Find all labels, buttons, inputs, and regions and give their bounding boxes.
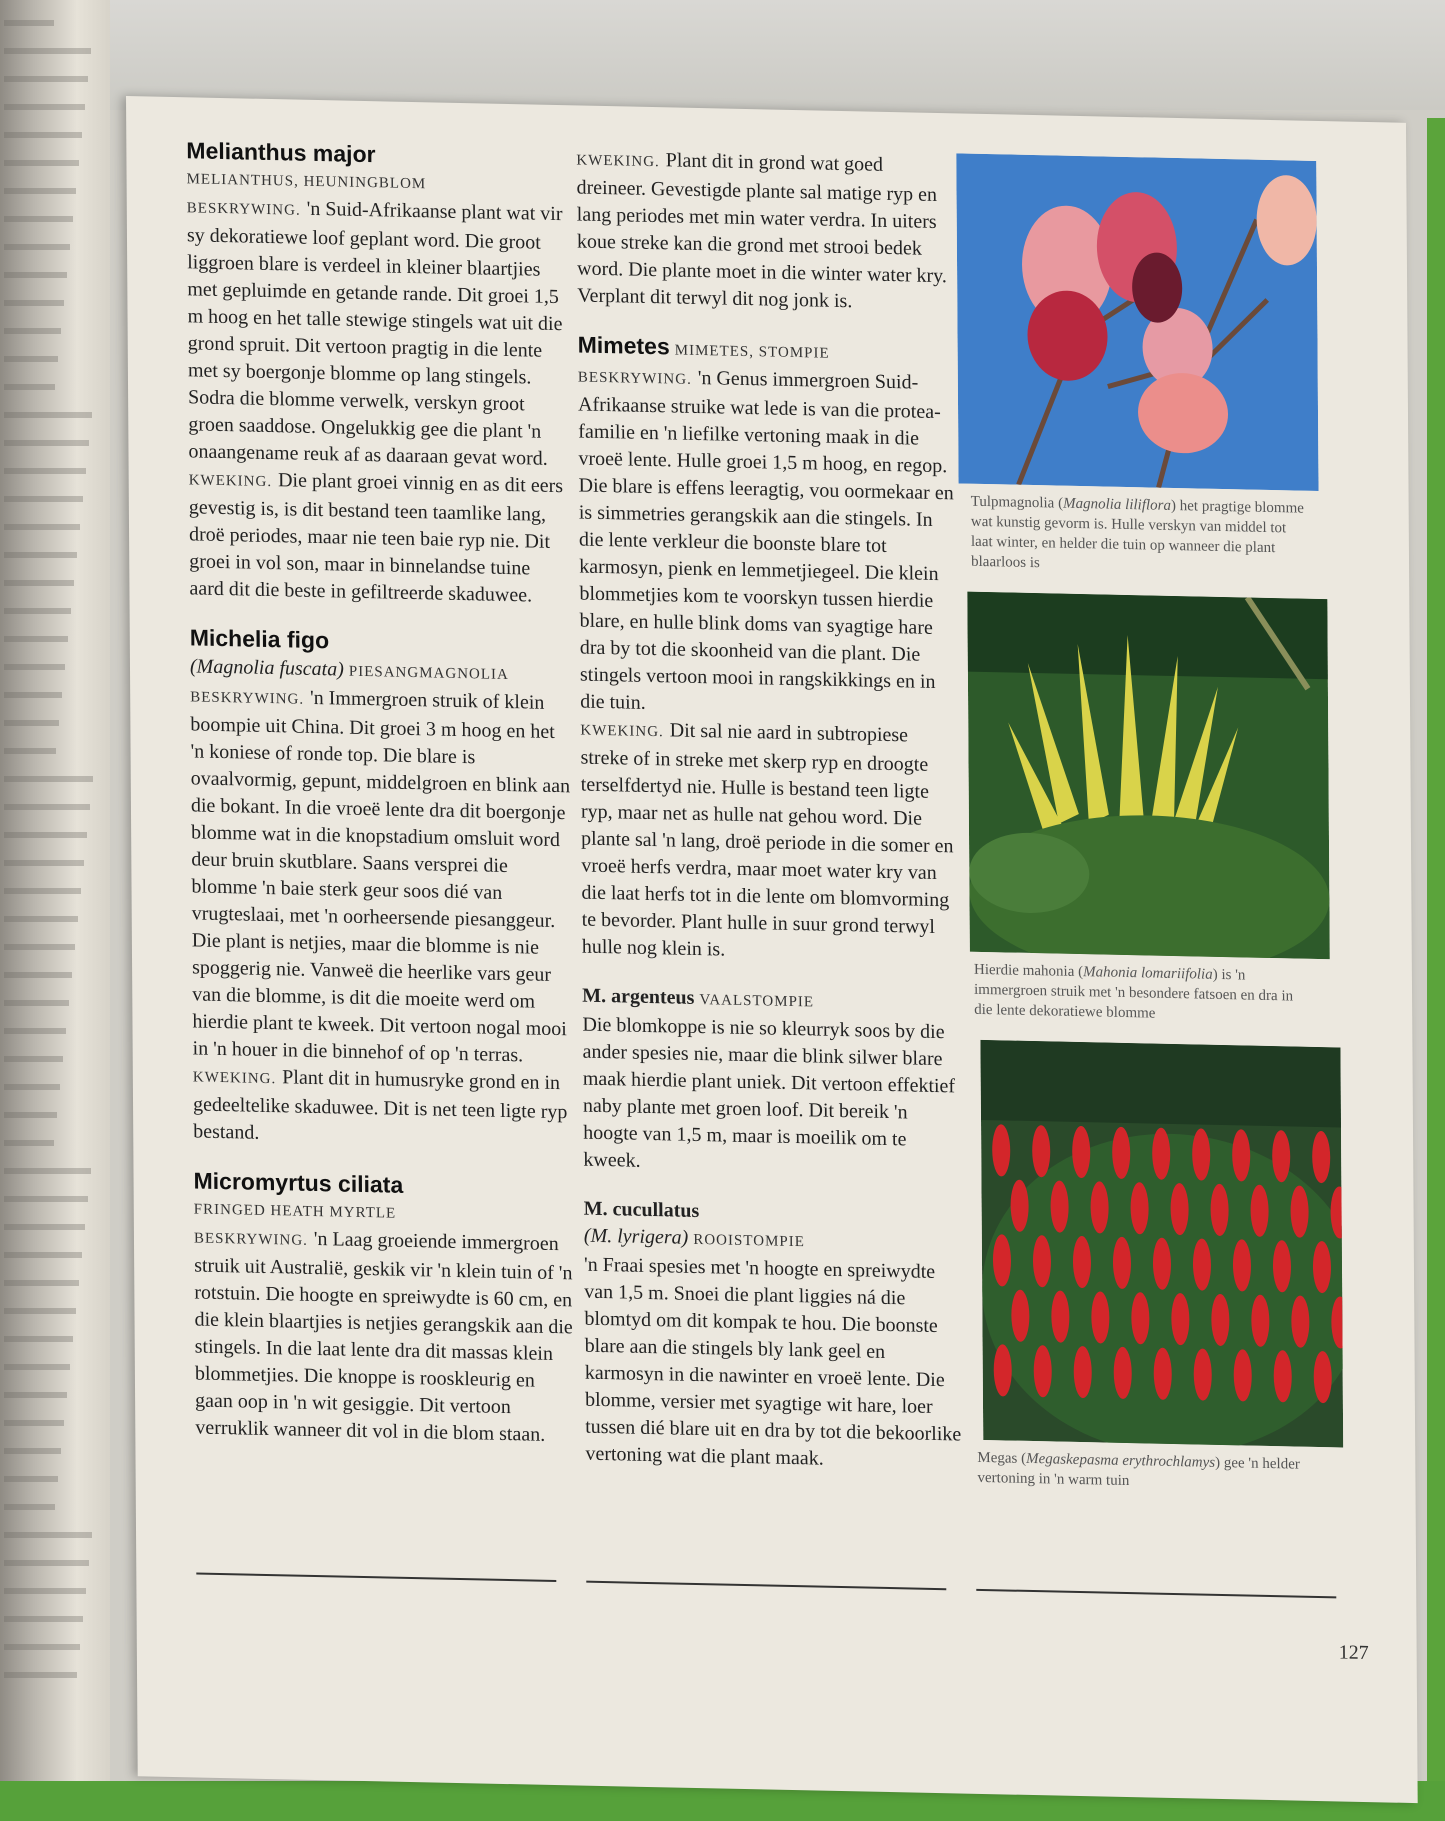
column-middle [576, 145, 965, 1497]
facing-page-text-line [4, 916, 78, 922]
column-left [186, 137, 575, 1471]
megaskepasma-photo [980, 1040, 1343, 1448]
facing-page-text-line [4, 104, 85, 110]
facing-page-text-line [4, 384, 55, 390]
facing-page-text-line [4, 860, 84, 866]
facing-page-text-line [4, 720, 59, 726]
facing-page-text-line [4, 1588, 86, 1594]
entry-cultivation: KWEKING. Dit sal nie aard in subtropiese streke of in streke met skerp ryp en droogte terselfdertyd nie. Hulle is bestand teen ligte ryp, maar net as hulle nat gehou word. Die plante sal 'n lang, droë periode in die somer en vroeë herfs verdra, maar moet water kry van die laat herfs tot in die lente om blomvorming te bevorder. Plant hulle in suur grond terwyl hulle nog klein is. [580, 719, 954, 961]
photo-caption: Tulpmagnolia (Magnolia liliflora) het pragtige blomme wat kunstig gevorm is. Hulle verskyn van middel tot laat winter, en helder die tuin op wanneer die plant blaarloos is [970, 493, 1304, 572]
facing-page-text-line [4, 496, 83, 502]
facing-page-text-line [4, 608, 71, 614]
entry-names: (M. lyrigera) ROOISTOMPIE [583, 1224, 805, 1251]
facing-page-text-line [4, 76, 88, 82]
facing-page-text-line [4, 188, 76, 194]
facing-page-text-line [4, 1196, 88, 1202]
facing-page-text-line [4, 552, 77, 558]
entry-cultivation: KWEKING. Plant dit in humusryke grond en in gedeeltelike skaduwee. Dit is net teen ligte ryp bestand. [192, 1066, 568, 1144]
facing-page-text-line [4, 216, 73, 222]
facing-page-edge [0, 0, 110, 1821]
facing-page-text-line [4, 1672, 77, 1678]
facing-page-text-line [4, 1224, 85, 1230]
facing-page-text-line [4, 972, 72, 978]
facing-page-text-line [4, 328, 61, 334]
entry-description: BESKRYWING. 'n Immergroen struik of klein boompie uit China. Dit groei 3 m hoog en het 'n koniese of ronde top. Die blare is ovaalvormig, gepunt, middelgroen en blink aan die bokant. In die vroeë lente dra dit boergonje blomme wat in die knopstadium omsluit word deur bruin skutblare. Saans versprei die blomme 'n baie sterk geur soos dié van vrugteslaai, met 'n oorheersende piesanggeur. Die plant is netjies, maar die blomme is nie spoggerig nie. Vanweë die heerlike vars geur van die blomme, is dit die moeite werd om hierdie plant te kweek. Dit vertoon nogal mooi in 'n houer in die binnehof of op 'n terras. [190, 686, 571, 1067]
facing-page-text-line [4, 1420, 64, 1426]
entry-cultivation: KWEKING. Die plant groei vinnig en as dit eers gevestig is, is dit bestand teen taamlike lang, droë periodes, maar nie teen baie ryp nie. Dit groei in vol son, maar in binnelandse tuine aard dit die beste in gefiltreerde skaduwee. [188, 469, 564, 607]
facing-page-text-line [4, 1448, 61, 1454]
photo-caption: Megas (Megaskepasma erythrochlamys) gee 'n helder vertoning in 'n warm tuin [977, 1449, 1300, 1490]
facing-page-text-line [4, 300, 64, 306]
facing-page-text-line [4, 1308, 76, 1314]
facing-page-text-line [4, 1280, 79, 1286]
entry-subtitle: M. cucullatus [583, 1197, 700, 1223]
facing-page-text-line [4, 272, 67, 278]
entry-micromyrtus [193, 1167, 575, 1449]
photo-caption: Hierdie mahonia (Mahonia lomariifolia) is 'n immergroen struik met 'n besondere fatsoen en dra in die lente dekoratiewe blomme [973, 961, 1294, 1022]
facing-page-text-line [4, 1392, 67, 1398]
facing-page-text-line [4, 244, 70, 250]
facing-page-text-line [4, 468, 86, 474]
facing-page-text-line [4, 804, 90, 810]
column-rule [976, 1589, 1336, 1599]
entry-mimetes [578, 331, 962, 968]
facing-page-text-line [4, 748, 56, 754]
facing-page-text-line [4, 1504, 55, 1510]
entry-m-cucullatus [584, 1196, 966, 1476]
facing-page-text-line [4, 692, 62, 698]
facing-page-text-line [4, 1644, 80, 1650]
entry-continued [576, 145, 957, 317]
entry-title: Michelia figo [189, 624, 330, 654]
facing-page-text-line [4, 1364, 70, 1370]
facing-page-text-line [4, 1252, 82, 1258]
facing-page-text-line [4, 1084, 60, 1090]
background-top [0, 0, 1445, 110]
facing-page-text-line [4, 1476, 58, 1482]
page-number: 127 [1338, 1641, 1369, 1665]
facing-page-text-line [4, 1560, 89, 1566]
facing-page-text-line [4, 1000, 69, 1006]
facing-page-text-line [4, 1616, 83, 1622]
entry-common-name: MELIANTHUS, HEUNINGBLOM [186, 171, 427, 193]
facing-page-text-line [4, 356, 58, 362]
book-cover-edge [1427, 118, 1445, 1821]
facing-page-text-line [4, 888, 81, 894]
entry-michelia [190, 624, 574, 1153]
entry-heading: M. argenteus VAALSTOMPIE [582, 984, 815, 1011]
facing-page-text-line [4, 636, 68, 642]
entry-heading: Mimetes MIMETES, STOMPIE [577, 331, 830, 362]
magnolia-photo [956, 153, 1318, 491]
facing-page-text-line [4, 580, 74, 586]
facing-page-text-line [4, 1112, 57, 1118]
entry-m-argenteus [582, 983, 963, 1182]
column-photos [956, 153, 1345, 1515]
facing-page-text-line [4, 1532, 92, 1538]
facing-page-text-line [4, 440, 89, 446]
facing-page-text-line [4, 48, 91, 54]
facing-page-text-line [4, 776, 93, 782]
facing-page-text-line [4, 1028, 66, 1034]
entry-title: Melianthus major [186, 137, 376, 168]
facing-page-text-line [4, 160, 79, 166]
facing-page-text-line [4, 132, 82, 138]
entry-description: BESKRYWING. 'n Genus immergroen Suid-Afrikaanse struike wat lede is van die protea-familie en 'n liefilke vertoning maak in die vroeë lente. Hulle groei 1,5 m hoog, en regop. Die blare is effens leeragtig, vou oormekaar en is simmetries gerangskik aan die stingels. In die lente verkleur die boonste blare tot karmosyn, pienk en lemmetjiegeel. Die klein blommetjies kom te voorskyn tussen hierdie blare, en hulle blink doms van syagtige hare dra by tot die skoonheid van die plant. Die stingels vertoon mooi in rangskikkings en in die tuin. [577, 366, 954, 714]
column-rule [586, 1581, 946, 1591]
facing-page-text-line [4, 1336, 73, 1342]
entry-description: BESKRYWING. 'n Laag groeiende immergroen struik uit Australië, geskik vir 'n klein tuin of 'n rotstuin. Die hoogte en spreiwydte is 60 cm, en die klein blaartjies is netjies gerangskik aan die stingels. In die laat lente dra dit massas klein blommetjies. Die knoppe is rooskleurig en gaan oop in 'n wit gesiggie. Dit vertoon verruklik wanneer dit vol in die blom staan. [193, 1227, 573, 1446]
column-rule [196, 1573, 556, 1583]
facing-page-text-line [4, 524, 80, 530]
facing-page-text-line [4, 20, 54, 26]
facing-page-text-line [4, 944, 75, 950]
facing-page-text-line [4, 1168, 91, 1174]
mahonia-photo [967, 592, 1330, 960]
entry-description: Die blomkoppe is nie so kleurryk soos by die ander spesies nie, maar die blink silwer blare maak hierdie plant uniek. Dit vertoon effektief naby plante met groen loof. Dit bereik 'n hoogte van 1,5 m, maar is moeilik om te kweek. [582, 1013, 956, 1172]
entry-description: 'n Fraai spesies met 'n hoogte en spreiwydte van 1,5 m. Snoei die plant liggies ná die blomtyd om dit kompak te hou. Die boonste blare aan die stingels bly lank geel en karmosyn in die nawinter en vroeë lente. Die blomme, versier met syagtige wit hare, loer tussen dié blare uit en dra by tot die bekoorlike vertoning wat die plant maak. [584, 1253, 962, 1470]
facing-page-text-line [4, 1056, 63, 1062]
entry-cultivation: KWEKING. Plant dit in grond wat goed dreineer. Gevestigde plante sal matige ryp en lang periodes met min water verdra. In uiters koue streke kan die grond met strooi bedek word. Die plante moet in die winter water kry. Verplant dit terwyl dit nog jonk is. [576, 149, 947, 313]
facing-page-text-line [4, 832, 87, 838]
entry-names: (Magnolia fuscata) PIESANGMAGNOLIA [189, 655, 509, 684]
facing-page-text-line [4, 664, 65, 670]
book-page [126, 96, 1418, 1803]
entry-description: BESKRYWING. 'n Suid-Afrikaanse plant wat vir sy dekoratiewe loof geplant word. Die groot liggroen blare is verdeel in kleiner blaartjies met gepluimde en getande rande. Dit groei 1,5 m hoog en het talle stewige stingels wat uit die grond spruit. Dit vertoon pragtig in die lente met sy boergonje blomme op lang stingels. Sodra die blomme verwelk, verskyn groot groen saaddose. Ongelukkig gee die plant 'n onaangename reuk af as daaraan gevat word. [186, 197, 563, 470]
facing-page-text-line [4, 412, 92, 418]
facing-page-text-line [4, 1140, 54, 1146]
entry-title: Micromyrtus ciliata [193, 1167, 404, 1198]
entry-melianthus [186, 137, 569, 610]
entry-common-name: FRINGED HEATH MYRTLE [193, 1201, 397, 1222]
